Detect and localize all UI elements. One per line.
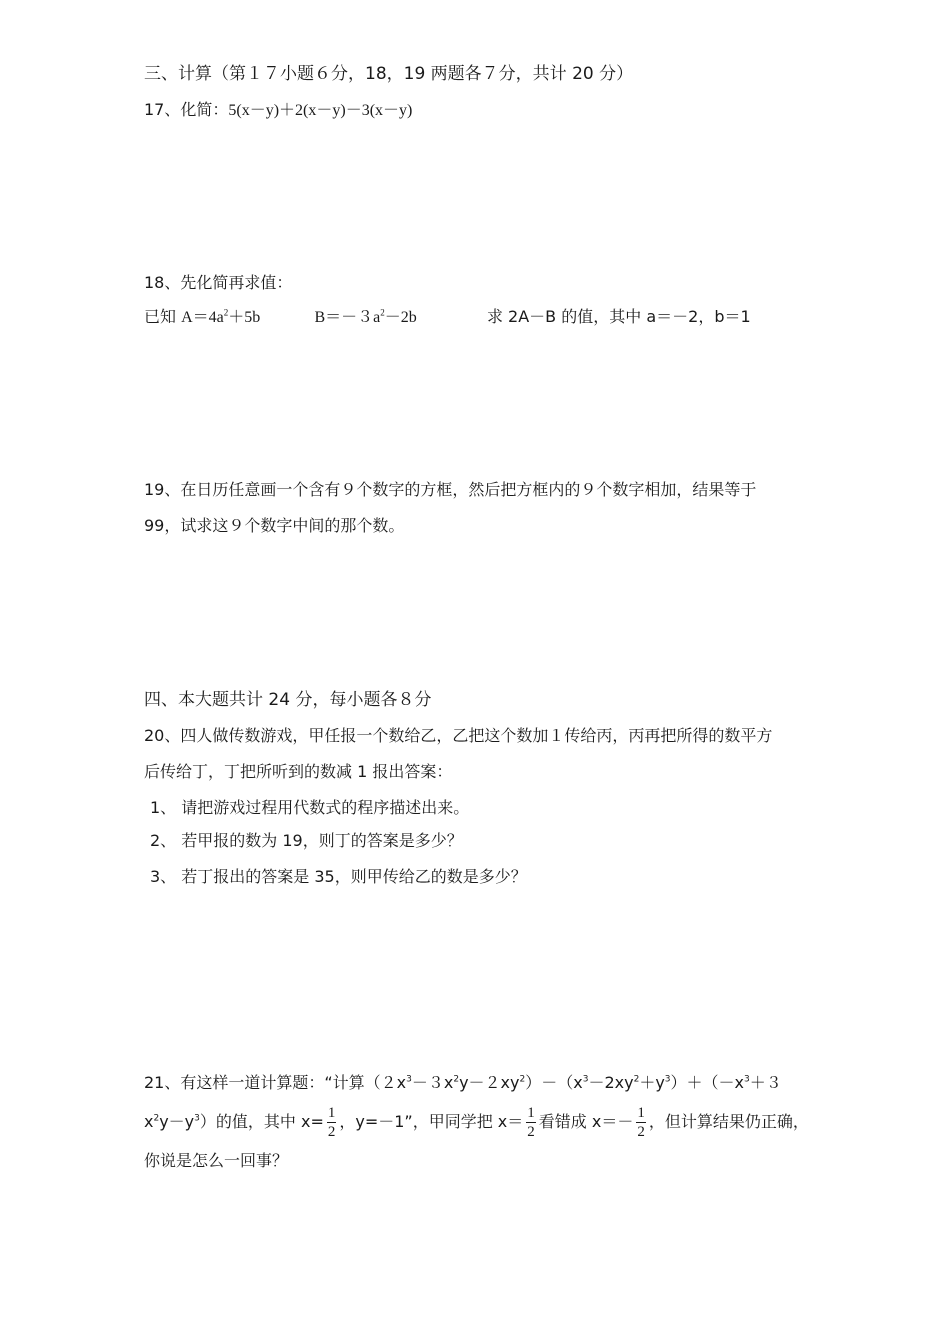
fraction-one-half: $\frac{1}{2}$	[327, 1105, 336, 1140]
question-19-line-2: 99，试求这９个数字中间的那个数。	[144, 516, 405, 535]
q18-given: 已知	[144, 307, 177, 326]
question-20-item-3: 3、 若丁报出的答案是 35，则甲传给乙的数是多少？	[150, 867, 527, 886]
q17-label: 17、化简：	[144, 100, 229, 119]
q18-b-definition: $B=-3a^2-2b$	[314, 307, 417, 326]
fraction-one-half: $\frac{1}{2}$	[527, 1105, 535, 1140]
question-20-line-2: 后传给丁，丁把所听到的数减 1 报出答案：	[144, 762, 453, 781]
question-21-line-2: $x^2y-y^3$）的值，其中 x= $\frac{1}{2}$ ，y=－1”，甲同学把 x＝ $\frac{1}{2}$ 看错成 x＝－ $\frac{1}{2}$ ，但计算结果仍正确，	[144, 1105, 809, 1140]
question-20-item-1: 1、 请把游戏过程用代数式的程序描述出来。	[150, 798, 470, 817]
question-21-line-1: 21、有这样一道计算题：“计算$(2x^3-3x^2y-2xy^2)-(x^3-2xy^2+y^3)+(-x^3+3$	[144, 1073, 782, 1092]
section-3-heading: 三、计算（第１７小题６分，18，19 两题各７分，共计 20 分）	[144, 64, 634, 84]
fraction-one-half: $\frac{1}{2}$	[637, 1105, 645, 1140]
q18-ask: 求 2A－B 的值，其中 a＝－2，b＝1	[486, 307, 751, 326]
question-20-line-1: 20、四人做传数游戏，甲任报一个数给乙，乙把这个数加１传给丙，丙再把所得的数平方	[144, 726, 773, 745]
q18-a-definition: $A=4a^2+5b$	[181, 307, 261, 326]
question-21-line-3: 你说是怎么一回事？	[144, 1151, 289, 1170]
q17-expression: 5(x－y)＋2(x－y)－3(x－y)	[228, 102, 413, 119]
question-17	[144, 99, 412, 122]
question-19-line-1: 19、在日历任意画一个含有９个数字的方框，然后把方框内的９个数字相加，结果等于	[144, 480, 757, 499]
question-18-label: 18、先化简再求值：	[144, 273, 293, 292]
question-18-given	[144, 306, 751, 329]
section-4-heading: 四、本大题共计 24 分，每小题各８分	[144, 690, 432, 710]
question-20-item-2: 2、 若甲报的数为 19，则丁的答案是多少？	[150, 831, 463, 850]
